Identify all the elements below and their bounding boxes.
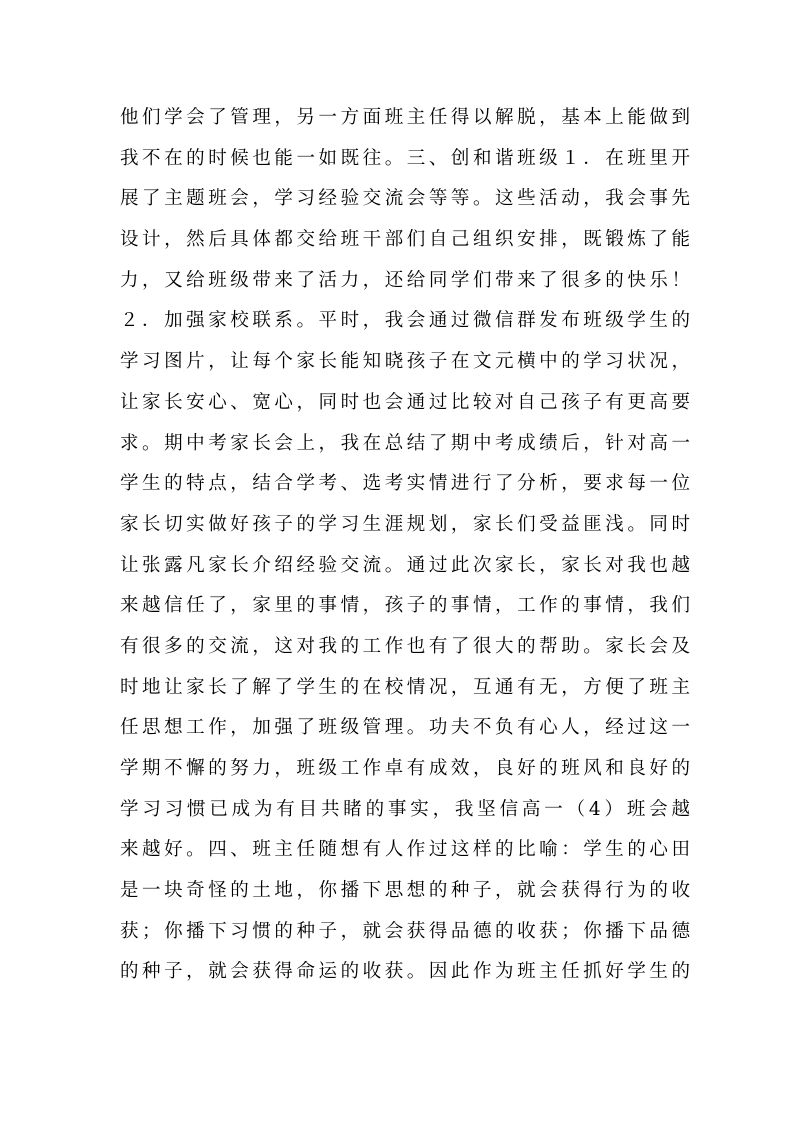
text-line-11: 家长切实做好孩子的学习生涯规划，家长们受益匪浅。同时 [120,513,690,535]
text-line-8: 让家长安心、宽心，同时也会通过比较对自己孩子有更高要 [120,391,690,413]
body-text [120,98,690,993]
text-line-18: 学习习惯已成为有目共睹的事实，我坚信高一（4）班会越 [120,798,690,820]
text-line-1: 他们学会了管理，另一方面班主任得以解脱，基本上能做到 [120,107,690,128]
text-line-10: 学生的特点，结合学考、选考实情进行了分析，要求每一位 [120,473,690,495]
text-line-3: 展了主题班会，学习经验交流会等等。这些活动，我会事先 [120,188,690,210]
text-line-22: 的种子，就会获得命运的收获。因此作为班主任抓好学生的 [120,961,690,983]
text-line-16: 任思想工作，加强了班级管理。功夫不负有心人，经过这一 [120,717,690,739]
text-line-21: 获；你播下习惯的种子，就会获得品德的收获；你播下品德 [120,920,690,942]
text-line-17: 学期不懈的努力，班级工作卓有成效，良好的班风和良好的 [120,758,690,779]
text-line-5: 力，又给班级带来了活力，还给同学们带来了很多的快乐！ [120,269,690,291]
text-line-7: 学习图片，让每个家长能知晓孩子在文元横中的学习状况， [120,351,690,373]
text-line-13: 来越信任了，家里的事情，孩子的事情，工作的事情，我们 [120,595,690,617]
text-line-15: 时地让家长了解了学生的在校情况，互通有无，方便了班主 [120,676,690,698]
text-line-6: ２．加强家校联系。平时，我会通过微信群发布班级学生的 [120,310,690,332]
text-line-4: 设计，然后具体都交给班干部们自己组织安排，既锻炼了能 [120,229,690,251]
text-line-14: 有很多的交流，这对我的工作也有了很大的帮助。家长会及 [120,635,690,657]
text-line-12: 让张露凡家长介绍经验交流。通过此次家长，家长对我也越 [120,554,690,576]
text-line-19: 来越好。四、班主任随想有人作过这样的比喻：学生的心田 [120,839,690,861]
text-line-9: 求。期中考家长会上，我在总结了期中考成绩后，针对高一 [120,432,690,454]
text-line-2: 我不在的时候也能一如既往。三、创和谐班级１．在班里开 [120,147,690,169]
text-line-20: 是一块奇怪的土地，你播下思想的种子，就会获得行为的收 [120,880,690,902]
